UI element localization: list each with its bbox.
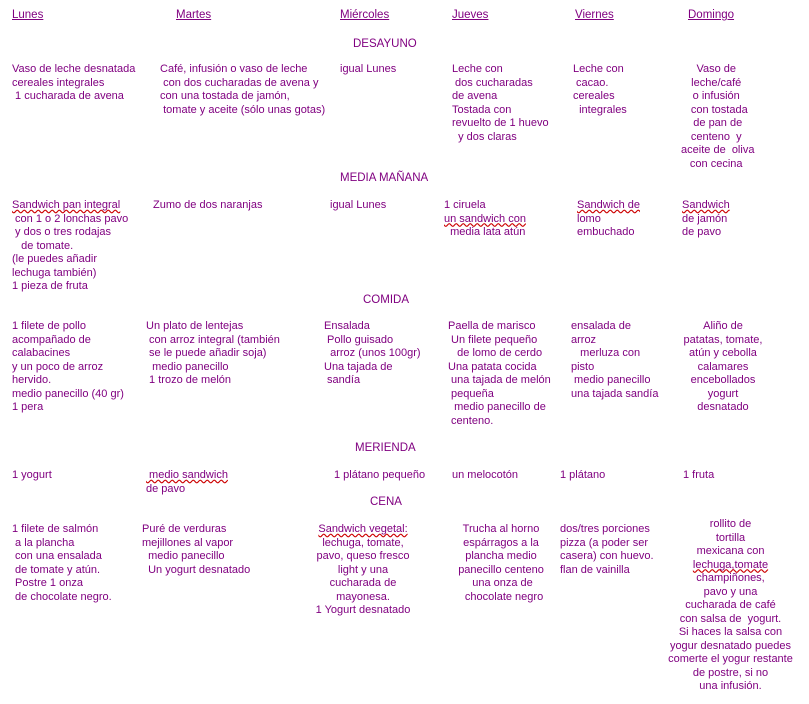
media-manana-martes: Zumo de dos naranjas — [153, 199, 263, 211]
meal-title-comida: COMIDA — [363, 294, 409, 306]
comida-miercoles: Ensalada Pollo guisado arroz (unos 100gr) Una tajada de sandía — [324, 320, 421, 386]
cena-viernes: dos/tres porciones pizza (a poder ser casera) con huevo. flan de vainilla — [560, 523, 654, 576]
cena-jueves: Trucha al horno espárragos a la plancha medio panecillo centeno una onza de chocolate negro — [458, 523, 544, 603]
comida-domingo: Aliño de patatas, tomate, atún y cebolla calamares encebollados yogurt desnatado — [683, 320, 763, 413]
merienda-domingo: 1 fruta — [683, 469, 715, 481]
desayuno-lunes: Vaso de leche desnatada cereales integrales 1 cucharada de avena — [12, 63, 136, 102]
cena-domingo: rollito de tortilla mexicana con lechuga,tomate champiñones, pavo y una cucharada de café con salsa de yogurt. Si haces la salsa con yogur desnatado puedes comerte el yogur restante de postre, si no una infusión. — [668, 518, 793, 692]
day-header-lunes: Lunes — [12, 9, 44, 21]
day-header-jueves: Jueves — [452, 9, 489, 21]
meal-title-media-manana: MEDIA MAÑANA — [340, 172, 429, 184]
day-header-martes: Martes — [176, 9, 212, 21]
merienda-martes: medio sandwich de pavo — [146, 469, 228, 495]
comida-viernes: ensalada de arroz merluza con pisto medio panecillo una tajada sandía — [571, 320, 659, 400]
desayuno-jueves: Leche con dos cucharadas de avena Tostada con revuelto de 1 huevo y dos claras — [452, 63, 549, 143]
media-manana-lunes: Sandwich pan integral con 1 o 2 lonchas pavo y dos o tres rodajas de tomate. (le puedes añadir lechuga también) 1 pieza de fruta — [12, 199, 129, 292]
comida-jueves: Paella de marisco Un filete pequeño de lomo de cerdo Una patata cocida una tajada de melón pequeña medio panecillo de centeno. — [448, 320, 551, 427]
desayuno-domingo: Vaso de leche/café o infusión con tostada de pan de centeno y aceite de oliva con cecina — [678, 63, 755, 170]
day-header-domingo: Domingo — [688, 9, 735, 21]
cena-lunes: 1 filete de salmón a la plancha con una ensalada de tomate y atún. Postre 1 onza de chocolate negro. — [12, 523, 112, 603]
day-header-miercoles: Miércoles — [340, 9, 390, 21]
desayuno-martes: Café, infusión o vaso de leche con dos cucharadas de avena y con una tostada de jamón, tomate y aceite (sólo unas gotas) — [157, 63, 326, 116]
meal-title-desayuno: DESAYUNO — [353, 38, 417, 50]
desayuno-miercoles: igual Lunes — [340, 63, 397, 75]
cena-martes: Puré de verduras mejillones al vapor medio panecillo Un yogurt desnatado — [142, 523, 251, 576]
desayuno-viernes: Leche con cacao. cereales integrales — [573, 63, 627, 116]
meal-title-cena: CENA — [370, 496, 402, 508]
comida-lunes: 1 filete de pollo acompañado de calabacines y un poco de arroz hervido. medio panecillo (40 gr) 1 pera — [12, 320, 124, 413]
meal-title-merienda: MERIENDA — [355, 442, 416, 454]
merienda-jueves: un melocotón — [452, 469, 519, 481]
media-manana-domingo: Sandwich de jamón de pavo — [682, 199, 730, 238]
media-manana-jueves: 1 ciruela un sandwich con media lata atún — [444, 199, 526, 238]
media-manana-viernes: Sandwich de lomo embuchado — [577, 199, 640, 238]
cena-miercoles: Sandwich vegetal: lechuga, tomate, pavo, queso fresco light y una cucharada de mayonesa. 1 Yogurt desnatado — [315, 523, 411, 616]
merienda-lunes: 1 yogurt — [12, 469, 52, 481]
day-header-viernes: Viernes — [575, 9, 614, 21]
media-manana-miercoles: igual Lunes — [330, 199, 387, 211]
merienda-miercoles: 1 plátano pequeño — [334, 469, 426, 481]
comida-martes: Un plato de lentejas con arroz integral (también se le puede añadir soja) medio panecillo 1 trozo de melón — [146, 320, 280, 386]
merienda-viernes: 1 plátano — [560, 469, 606, 481]
